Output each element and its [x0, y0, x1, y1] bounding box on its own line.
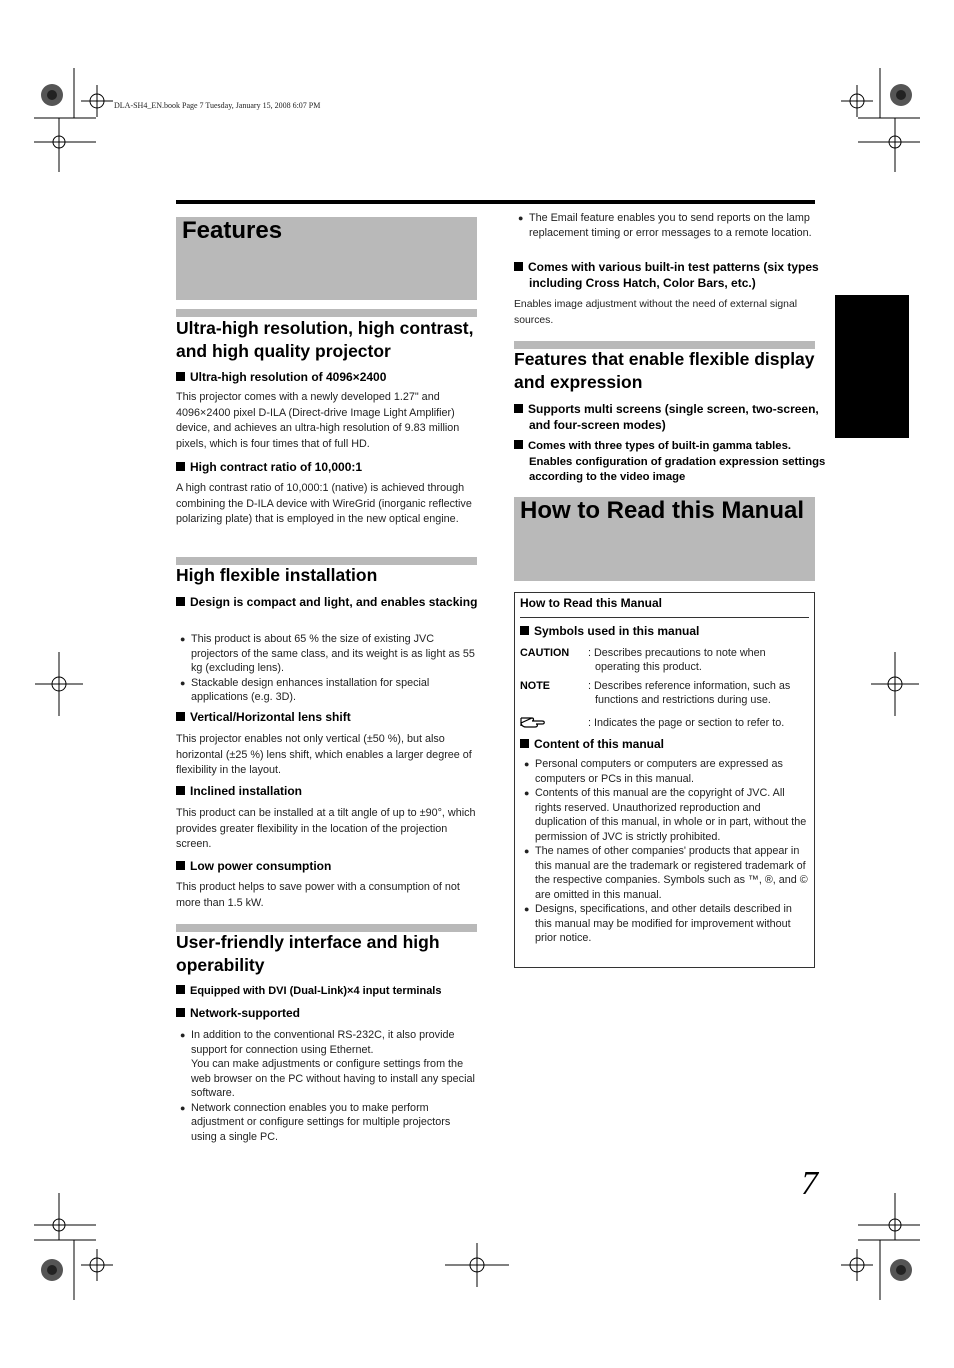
- section-title-flexible-display: Features that enable flexible display and expression: [514, 349, 815, 392]
- heading-inclined-installation: Inclined installation: [176, 784, 492, 800]
- heading-multi-screens: Supports multi screens (single screen, two-screen, and four-screen modes): [514, 402, 830, 433]
- list-content: [520, 757, 810, 946]
- heading-contrast: High contract ratio of 10,000:1: [176, 460, 492, 476]
- list-email: [514, 211, 815, 240]
- features-title-box: [176, 217, 477, 300]
- note-label: NOTE: [520, 680, 550, 692]
- section-title-resolution: Ultra-high resolution, high contrast, and high quality projector: [176, 318, 474, 361]
- note-row: [520, 679, 810, 709]
- caution-text: : Describes precautions to note when operating this product.: [588, 647, 766, 673]
- section-title-interface: User-friendly interface and high operability: [176, 932, 440, 975]
- caution-label: CAUTION: [520, 647, 570, 659]
- list-item: ● Stackable design enhances installation for special applications (e.g. 3D).: [180, 676, 430, 703]
- heading-dvi-terminals: Equipped with DVI (Dual-Link)×4 input terminals: [176, 984, 496, 1000]
- chapter-tab: [835, 295, 909, 438]
- section-bar: [176, 309, 477, 317]
- paragraph-contrast: A high contrast ratio of 10,000:1 (native) is achieved through combining the D-ILA device with WireGrid (inorganic reflective polarizing plate) that is employed in the new optical engine.: [176, 482, 472, 525]
- paragraph-test-patterns: Enables image adjustment without the need of external signal sources.: [514, 299, 798, 326]
- page-number: 7: [801, 1165, 818, 1202]
- paragraph-inclined: This product can be installed at a tilt angle of up to ±90°, which provides greater flexibility in the location of the projection screen.: [176, 807, 476, 850]
- heading-compact-design: Design is compact and light, and enables stacking: [176, 595, 481, 611]
- section-title-installation: High flexible installation: [176, 565, 378, 585]
- list-item: ● This product is about 65 % the size of existing JVC projectors of the same class, and its weight is as light as 55 kg (excluding lens).: [180, 633, 475, 674]
- paragraph-lens-shift: This projector enables not only vertical (±50 %), but also horizontal (±25 %) lens shift, which enables a larger degree of flexibility in the layout.: [176, 733, 472, 776]
- note-text: : Describes reference information, such as functions and restrictions during use.: [588, 680, 791, 706]
- box-title: How to Read this Manual: [520, 596, 663, 610]
- heading-network: Network-supported: [176, 1006, 492, 1022]
- heading-lens-shift: Vertical/Horizontal lens shift: [176, 710, 492, 726]
- print-info-line: DLA-SH4_EN.book Page 7 Tuesday, January 15, 2008 6:07 PM: [114, 101, 321, 110]
- how-to-read-title-box: [514, 497, 815, 581]
- list-item: ● The Email feature enables you to send reports on the lamp replacement timing or error messages to a remote location.: [518, 212, 812, 239]
- list-item: ● In addition to the conventional RS-232C, it also provide support for connection using Ethernet. You can make adjustments or configure settings from the web browser on the PC without having to install any special software.: [180, 1029, 475, 1099]
- features-title: Features: [182, 217, 283, 244]
- heading-test-patterns: Comes with various built-in test patterns (six types including Cross Hatch, Color Bars, etc.): [514, 260, 830, 291]
- heading-symbols: Symbols used in this manual: [520, 624, 699, 640]
- list-item: ● Network connection enables you to make perform adjustment or configure settings for multiple projectors using a single PC.: [180, 1101, 451, 1143]
- reference-row: [520, 714, 810, 736]
- pointing-hand-icon: [520, 714, 548, 734]
- heading-gamma-tables: Comes with three types of built-in gamma tables. Enables configuration of gradation expression settings according to the video image: [514, 439, 830, 486]
- manual-info-box: [514, 592, 815, 968]
- reference-text: : Indicates the page or section to refer to.: [588, 717, 785, 729]
- list-item: ● Contents of this manual are the copyright of JVC. All rights reserved. Unauthorized reproduction and duplication of this manual, in whole or in part, without the permission of JVC is strictly prohibited.: [524, 787, 807, 843]
- top-rule: [176, 200, 815, 204]
- paragraph-low-power: This product helps to save power with a consumption of not more than 1.5 kW.: [176, 881, 460, 909]
- list-compact-design: [176, 632, 477, 705]
- heading-low-power: Low power consumption: [176, 859, 492, 875]
- box-rule: [520, 617, 809, 618]
- list-item: ● Designs, specifications, and other details described in this manual may be modified for improvement without prior notice.: [524, 903, 792, 944]
- list-item: ● The names of other companies' products that appear in this manual are the trademark or registered trademark of the respective companies. Symbols such as ™, ®, and © are omitted in this manual.: [524, 845, 808, 901]
- heading-content: Content of this manual: [520, 737, 664, 753]
- list-item: ● Personal computers or computers are expressed as computers or PCs in this manual.: [524, 758, 783, 785]
- paragraph-resolution: This projector comes with a newly developed 1.27" and 4096×2400 pixel D-ILA (Direct-drive Image Light Amplifier) device, and achieves an ultra-high resolution of 9.83 million pixels, which is four times that of full HD.: [176, 391, 460, 450]
- list-network: [176, 1028, 477, 1144]
- heading-ultra-high-resolution: Ultra-high resolution of 4096×2400: [176, 370, 492, 386]
- caution-row: [520, 646, 810, 676]
- how-to-read-title: How to Read this Manual: [520, 497, 805, 524]
